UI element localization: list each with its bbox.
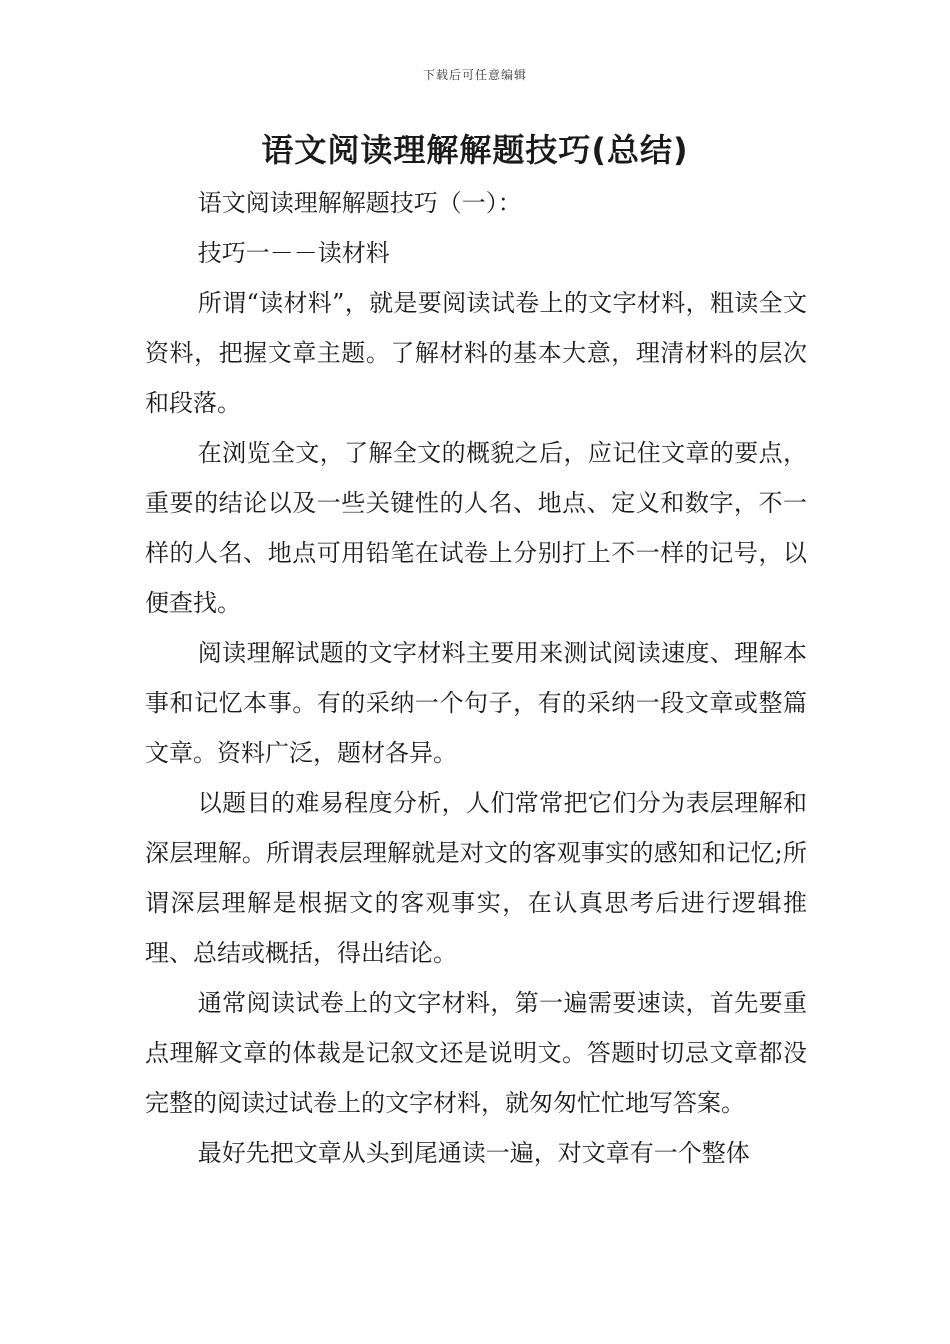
technique-heading: 技巧一－－读材料 bbox=[197, 239, 390, 267]
paragraph: 在浏览全文，了解全文的概貌之后，应记住文章的要点，重要的结论以及一些关键性的人名、地点、定义和数字，不一样的人名、地点可用铅笔在试卷上分别打上不一样的记号，以便查找。 bbox=[145, 439, 807, 617]
document-title: 语文阅读理解解题技巧(总结) bbox=[261, 131, 689, 169]
paragraph: 通常阅读试卷上的文字材料，第一遍需要速读，首先要重点理解文章的体裁是记叙文还是说明文。答题时切忌文章都没完整的阅读过试卷上的文字材料，就匆匆忙忙地写答案。 bbox=[145, 989, 807, 1117]
section-heading: 语文阅读理解解题技巧（一）： bbox=[197, 189, 522, 217]
paragraph: 以题目的难易程度分析，人们常常把它们分为表层理解和深层理解。所谓表层理解就是对文的客观事实的感知和记忆;所谓深层理解是根据文的客观事实，在认真思考后进行逻辑推理、总结或概括，得出结论。 bbox=[145, 789, 807, 967]
header-note: 下载后可任意编辑 bbox=[422, 68, 527, 82]
paragraph: 最好先把文章从头到尾通读一遍，对文章有一个整体 bbox=[197, 1139, 750, 1167]
paragraph: 阅读理解试题的文字材料主要用来测试阅读速度、理解本事和记忆本事。有的采纳一个句子，有的采纳一段文章或整篇文章。资料广泛，题材各异。 bbox=[145, 639, 807, 767]
paragraph: 所谓“读材料”，就是要阅读试卷上的文字材料，粗读全文资料，把握文章主题。了解材料的基本大意，理清材料的层次和段落。 bbox=[145, 289, 807, 417]
document-body bbox=[145, 178, 807, 1178]
